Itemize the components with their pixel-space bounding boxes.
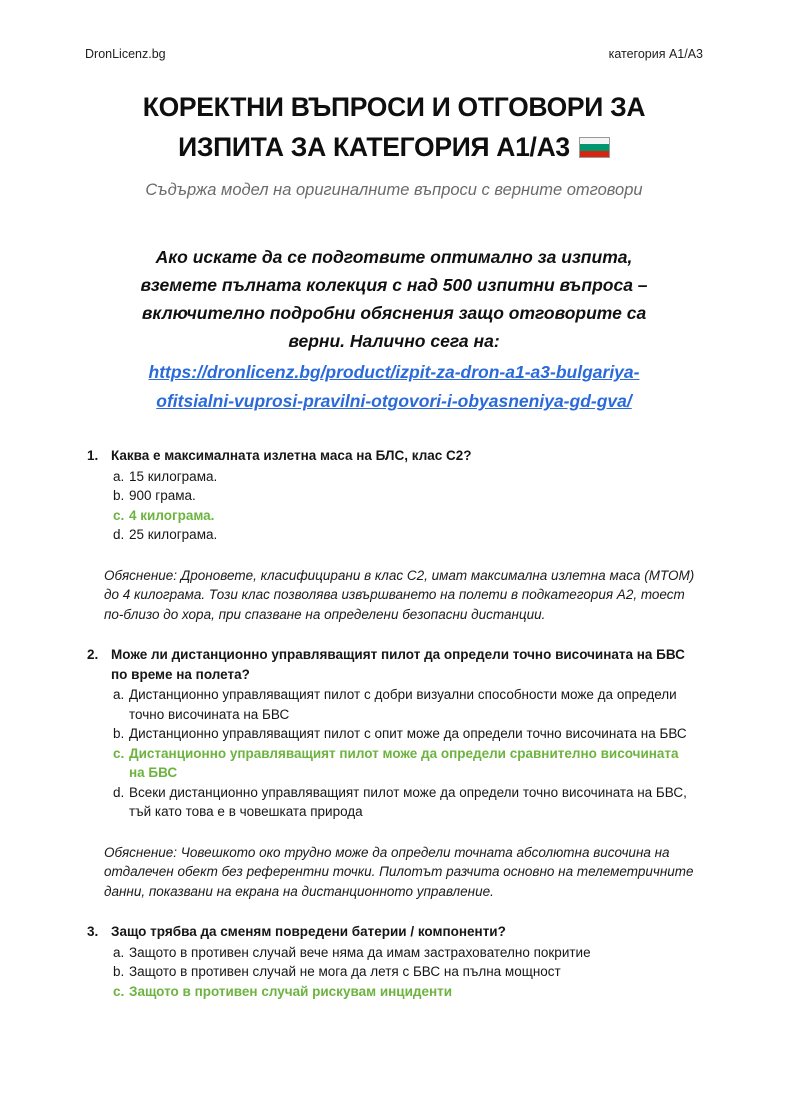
answer-option [113,486,703,506]
page-title-line1: КОРЕКТНИ ВЪПРОСИ И ОТГОВОРИ ЗА [142,92,646,122]
option-letter: c. [113,983,125,999]
option-letter: c. [113,745,125,761]
answer-option [113,724,703,744]
option-text: Дистанционно управляващият пилот с опит може да определи точно височината на БВС [129,726,687,741]
option-text: 15 килограма. [129,468,218,484]
option-letter: b. [113,964,125,979]
option-text: 900 грама. [129,488,196,503]
answer-option [113,962,703,982]
question-number: 1. [87,448,99,463]
option-letter: d. [113,527,125,542]
question-title [85,645,703,684]
question-text: Може ли дистанционно управляващият пилот да определи точно височината на БВС по време на полета? [111,647,685,682]
option-letter: a. [113,944,125,960]
option-text: Защото в противен случай рискувам инциденти [129,983,453,999]
answer-option [113,525,703,545]
header-site-name: DronLicenz.bg [85,47,166,61]
option-text: Защото в противен случай не мога да летя с БВС на пълна мощност [129,964,561,979]
bulgaria-flag-icon [579,137,610,158]
question-block-2 [85,645,703,901]
answer-option [113,943,703,963]
explanation-text: Обяснение: Човешкото око трудно може да определи точната абсолютна височина на отдалечен обект без референтни точки. Пилотът разчита основно на телеметричните данни, показвани на екрана на дистанционното управление. [104,844,694,899]
question-number: 2. [87,647,99,662]
option-letter: a. [113,687,125,702]
answer-option [113,685,703,724]
option-text: Всеки дистанционно управляващият пилот може да определи точно височината на БВС, тъй като това е в човешката природа [129,784,687,819]
question-block-1 [85,446,703,624]
product-link[interactable]: https://dronlicenz.bg/product/izpit-za-dron-a1-a3-bulgariya-ofitsialni-vuprosi-pravilni-otgovori-i-obyasneniya-gd-gva/ [148,362,640,411]
answer-option-correct [113,506,703,526]
answer-option [113,467,703,487]
questions-list [85,446,703,1001]
page-title [85,87,703,167]
question-number: 3. [87,924,99,939]
question-title [85,922,703,942]
question-title [85,446,703,466]
explanation-text: Обяснение: Дроновете, класифицирани в клас C2, имат максимална излетна маса (MTOM) до 4 килограма. Този клас позволява извършването на полети в подкатегория A2, тоест по-близо до хора, при спазване на определени безопасни дистанции. [104,567,695,622]
promo-text: Ако искате да се подготвите оптимално за изпита, вземете пълната колекция с над 500 изпитни въпроса – включително подробни обяснения защо отговорите са верни. Налично сега на: [140,247,648,351]
page-title-line2: ИЗПИТА ЗА КАТЕГОРИЯ A1/A3 [178,132,570,162]
page-header [85,47,703,61]
page-subtitle: Съдържа модел на оригиналните въпроси с верните отговори [145,181,643,199]
product-link-wrap [114,358,674,416]
answer-option-correct [113,982,703,1002]
option-letter: d. [113,784,125,800]
option-text: 4 килограма. [129,507,215,523]
question-block-3 [85,922,703,1001]
question-text: Каква е максималната излетна маса на БЛС, клас C2? [111,448,472,463]
answer-option [113,783,703,822]
question-text: Защо трябва да сменям повредени батерии / компоненти? [111,924,506,939]
option-text: 25 килограма. [129,527,218,542]
option-letter: b. [113,488,125,503]
header-category: категория A1/A3 [608,47,703,61]
option-letter: b. [113,726,125,741]
option-letter: c. [113,507,125,523]
option-text: Дистанционно управляващият пилот може да определи сравнително височината на БВС [129,745,679,780]
option-text: Защото в противен случай вече няма да имам застрахователно покритие [129,944,591,960]
option-text: Дистанционно управляващият пилот с добри визуални способности може да определи точно височината на БВС [129,687,677,722]
answer-option-correct [113,744,703,783]
option-letter: a. [113,468,125,484]
